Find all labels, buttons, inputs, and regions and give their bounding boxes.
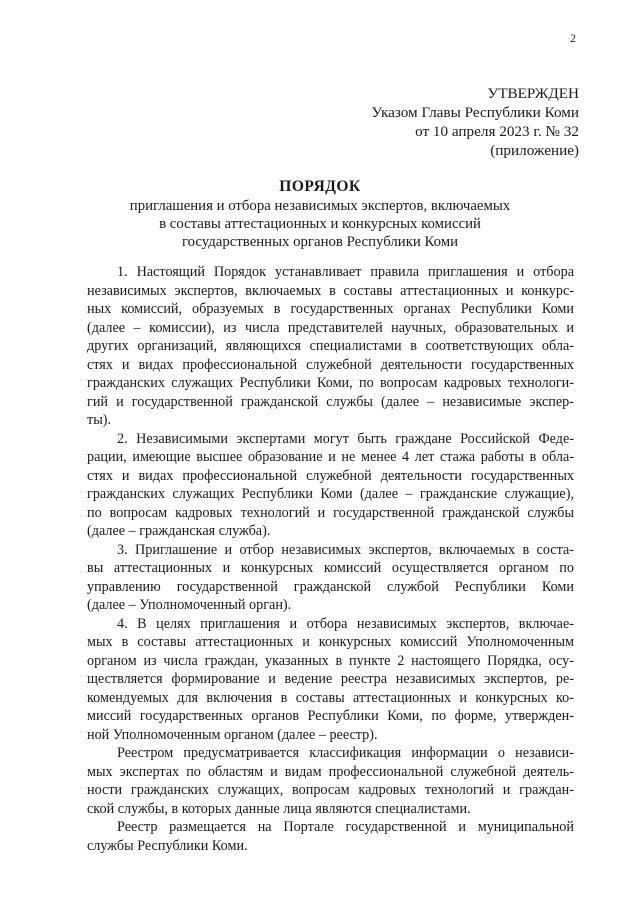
paragraph-line: мых экспертах по областям и видам профессиональной служебной деятель-: [87, 763, 574, 780]
subtitle-line: государственных органов Республики Коми: [181, 234, 459, 250]
paragraph-line: (далее – Уполномоченный орган).: [87, 597, 292, 613]
paragraph-line: независимых экспертов, включаемых в составы аттестационных и конкурс-: [87, 282, 574, 299]
approval-stamp: [372, 84, 579, 160]
approval-decree: Указом Главы Республики Коми: [371, 104, 579, 121]
paragraph-line: ности гражданских служащих, вопросам кадровых технологий и граждан-: [87, 782, 574, 798]
paragraph-line: службы Республики Коми.: [87, 837, 248, 854]
document-title: ПОРЯДОК: [279, 178, 361, 195]
document-body: [87, 263, 574, 855]
paragraph-line: ных комиссий, образуемых в государственных органах Республики Коми: [87, 301, 574, 317]
paragraph-line: гий и государственной гражданской службы (далее – независимые экспер-: [87, 393, 574, 410]
paragraph: [87, 541, 574, 615]
paragraph-line: Реестром предусматривается классификация информации о независи-: [117, 745, 574, 761]
paragraph-line: стях и видах профессиональной служебной деятельности государственных: [87, 356, 574, 373]
paragraph-line: гражданских служащих Республики Коми, по вопросам кадровых технологи-: [87, 375, 574, 391]
paragraph-line: мых в составы аттестационных и конкурсных комиссий Уполномоченным: [87, 634, 574, 650]
subtitle-line: приглашения и отбора независимых экспертов, включаемых: [129, 198, 511, 214]
paragraph-line: рации, имеющие высшее образование и не менее 4 лет стажа работы в обла-: [87, 449, 574, 465]
paragraph-line: 1. Настоящий Порядок устанавливает правила приглашения и отбора: [117, 264, 574, 280]
paragraph-line: вы аттестационных и конкурсных комиссий осуществляется органом по: [87, 560, 574, 576]
paragraph-line: органом из числа граждан, указанных в пункте 2 настоящего Порядка, осу-: [87, 652, 574, 669]
paragraph-line: 4. В целях приглашения и отбора независимых экспертов, включае-: [117, 615, 574, 632]
paragraph-line: Реестр размещается на Портале государственной и муниципальной: [117, 819, 574, 835]
paragraph-line: 3. Приглашение и отбор независимых экспертов, включаемых в соста-: [117, 541, 574, 558]
paragraph-line: управлению государственной гражданской службой Республики Коми: [87, 578, 574, 595]
paragraph: [87, 263, 574, 430]
paragraph-line: ществляется формирование и ведение реестра независимых экспертов, ре-: [87, 671, 574, 687]
paragraph-line: гражданских служащих Республики Коми (далее – гражданские служащие),: [87, 486, 574, 502]
approval-date: от 10 апреля 2023 г. № 32: [415, 123, 579, 140]
document-subtitle: [0, 197, 640, 251]
paragraph-line: ты).: [87, 412, 112, 428]
paragraph-line: других организаций, являющихся специалистами в соответствующих обла-: [87, 338, 574, 354]
paragraph-line: комендуемых для включения в составы аттестационных и конкурсных ко-: [87, 689, 574, 706]
paragraph-line: ной Уполномоченным органом (далее – реестр).: [87, 726, 378, 743]
paragraph-line: (далее – комиссии), из числа представителей научных, образовательных и: [87, 319, 574, 336]
paragraph: [87, 818, 574, 855]
paragraph: [87, 615, 574, 745]
paragraph: [87, 744, 574, 818]
page-number: 2: [570, 31, 576, 45]
paragraph: [87, 430, 574, 541]
paragraph-line: (далее – гражданская служба).: [87, 523, 271, 539]
approval-annex: (приложение): [490, 142, 579, 159]
approval-heading: УТВЕРЖДЕН: [487, 85, 579, 102]
paragraph-line: стях и видах профессиональной служебной деятельности государственных: [87, 467, 574, 484]
paragraph-line: миссий государственных органов Республики Коми, по форме, утвержден-: [87, 708, 574, 724]
paragraph-line: ской службы, в которых данные лица являются специалистами.: [87, 800, 471, 817]
subtitle-line: в составы аттестационных и конкурсных комиссий: [159, 216, 481, 232]
paragraph-line: 2. Независимыми экспертами могут быть граждане Российской Феде-: [117, 430, 574, 447]
paragraph-line: по вопросам кадровых технологий и государственной гражданской службы: [87, 504, 574, 521]
